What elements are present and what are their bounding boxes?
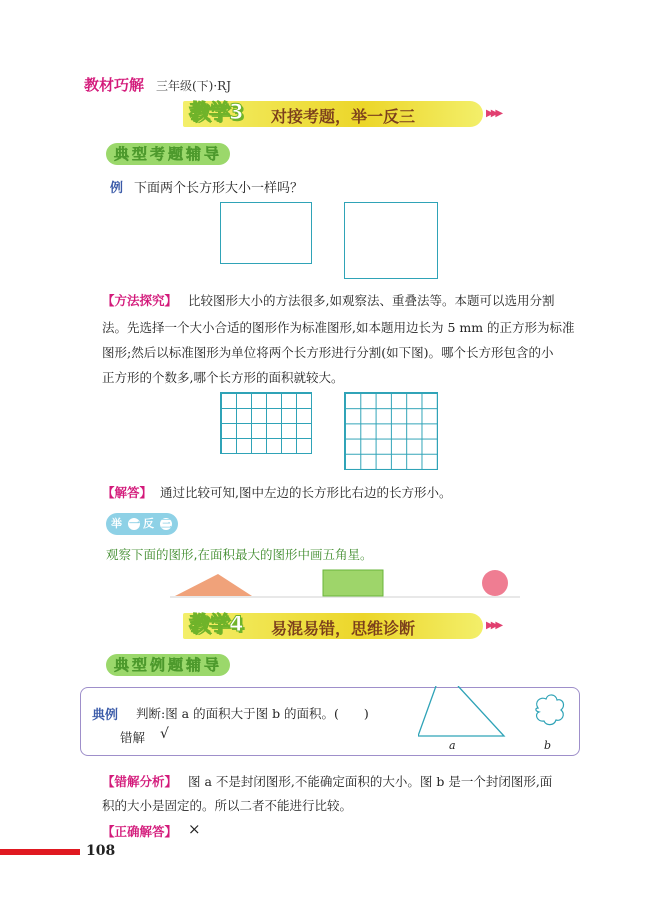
correct-label: 【正确解答】 — [102, 824, 178, 839]
analysis-line-1: 图 a 不是封闭图形,不能确定面积的大小。图 b 是一个封闭图形,面 — [188, 774, 553, 789]
footer-bar — [0, 849, 80, 855]
page-number: 108 — [86, 843, 116, 859]
dianli-label: 典例 — [92, 708, 119, 723]
wrong-label: 错解 — [120, 730, 146, 745]
circle-shape — [482, 570, 508, 596]
open-shape-a — [418, 686, 504, 736]
triangle-shape — [175, 574, 252, 596]
section3-badge: 教学3 — [189, 100, 243, 124]
rectangle-shape — [323, 570, 383, 596]
practice-badge-char: 三 — [161, 517, 172, 530]
method-line-3: 图形;然后以标准图形为单位将两个长方形进行分割(如下图)。哪个长方形包含的小 — [102, 345, 554, 360]
example-question: 下面两个长方形大小一样吗？ — [134, 181, 304, 196]
analysis-line-2: 积的大小是固定的。所以二者不能进行比较。 — [102, 798, 353, 813]
correct-answer: × — [188, 820, 201, 838]
arrows-icon: ▶▶▶ — [486, 108, 501, 119]
header-brand: 教材巧解 — [84, 76, 145, 94]
right-grid — [344, 392, 438, 470]
method-label: 【方法探究】 — [102, 293, 178, 308]
right-rectangle — [344, 202, 438, 279]
dianli-figures — [418, 686, 568, 738]
closed-shape-b — [536, 695, 564, 725]
method-line-2: 法。先选择一个大小合适的图形作为标准图形,如本题用边长为 5 mm 的正方形为标准 — [102, 320, 575, 335]
section4-banner — [183, 612, 501, 639]
practice-badge-char: 举 — [111, 517, 122, 530]
wrong-answer: √ — [160, 726, 169, 742]
answer-text: 通过比较可知,图中左边的长方形比右边的长方形小。 — [160, 485, 452, 500]
arrows-icon: ▶▶▶ — [486, 620, 501, 631]
section4-badge: 教学4 — [189, 612, 243, 636]
figure-a-label: a — [449, 739, 456, 752]
figure-b-label: b — [544, 739, 552, 752]
section4-title: 易混易错，思维诊断 — [271, 619, 416, 638]
practice-badge-char: 反 — [143, 517, 154, 530]
example-label: 例 — [110, 181, 124, 196]
answer-label: 【解答】 — [102, 485, 153, 500]
practice-badge — [106, 513, 178, 535]
dianli-question: 判断:图 a 的面积大于图 b 的面积。( ) — [136, 706, 369, 721]
practice-figures — [170, 568, 520, 598]
method-line-1: 比较图形大小的方法很多,如观察法、重叠法等。本题可以选用分割 — [188, 293, 555, 308]
practice-task: 观察下面的图形,在面积最大的图形中画五角星。 — [106, 547, 373, 562]
left-rectangle — [220, 202, 312, 264]
section3-banner — [183, 100, 501, 127]
analysis-label: 【错解分析】 — [102, 774, 178, 789]
section3-tab: 典型考题辅导 — [106, 143, 230, 165]
left-grid — [220, 392, 312, 454]
section4-tab: 典型例题辅导 — [106, 654, 230, 676]
method-line-4: 正方形的个数多,哪个长方形的面积就较大。 — [102, 370, 344, 385]
practice-badge-char: 一 — [129, 517, 140, 530]
header-subtitle: 三年级(下)·RJ — [156, 79, 232, 93]
section3-title: 对接考题，举一反三 — [271, 107, 416, 126]
